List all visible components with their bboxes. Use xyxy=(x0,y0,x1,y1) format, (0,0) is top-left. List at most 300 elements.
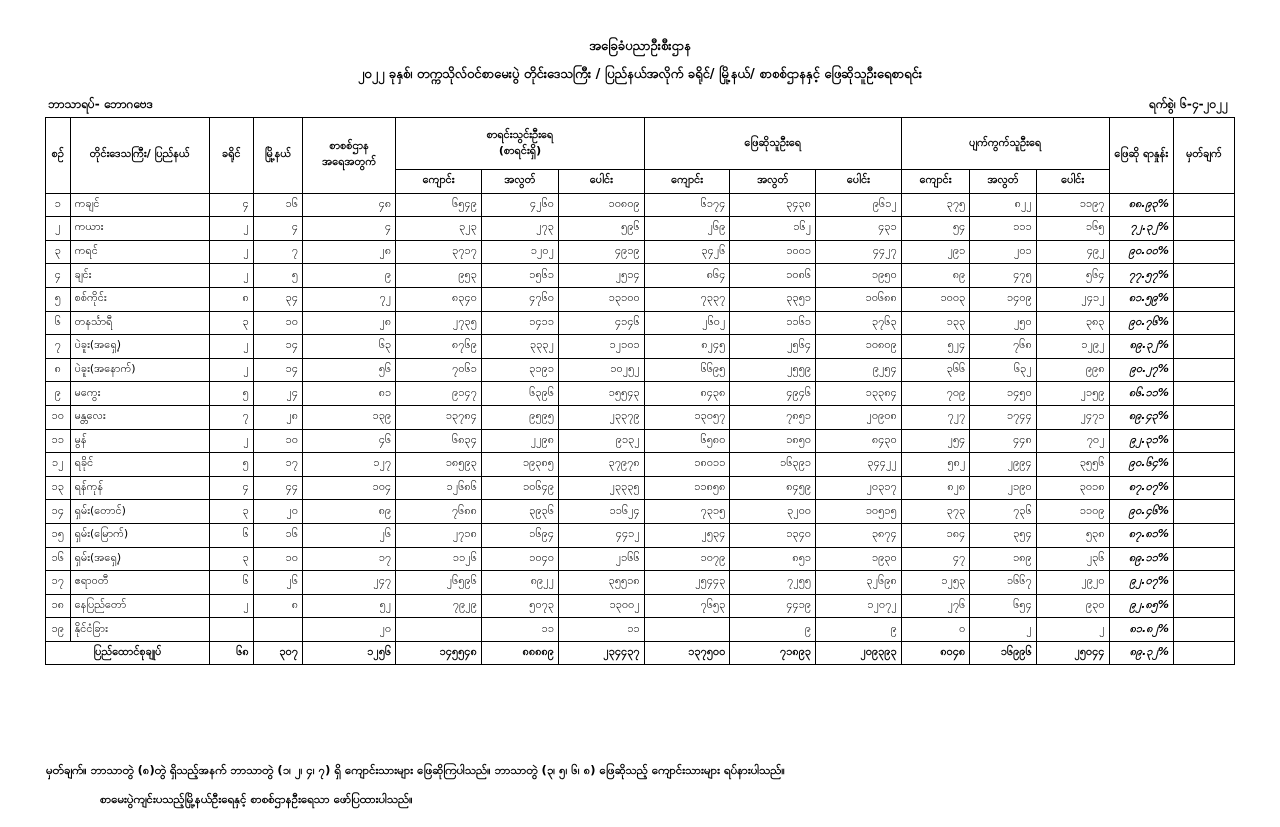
row-sat-male: ၂၆၀၂ xyxy=(644,311,730,335)
row-sat-male: ၂၅၃၄ xyxy=(644,523,730,547)
row-sat-male xyxy=(644,618,730,642)
total-enrolled-female: ၈၈၈၈၉ xyxy=(481,641,558,665)
row-enrolled-male: ၁၂၆၈၆ xyxy=(396,476,482,500)
row-enrolled-male: ၆၈၃၄ xyxy=(396,429,482,453)
row-remark xyxy=(1173,571,1234,595)
row-district xyxy=(209,618,253,642)
row-absent-female: ၂၁၉၀ xyxy=(970,476,1036,500)
row-enrolled-male: ၃၇၁၇ xyxy=(396,240,482,264)
col-remark-header: မှတ်ချက် xyxy=(1173,118,1234,194)
row-enrolled-total: ၁၃၀၀၂ xyxy=(559,594,645,618)
row-enrolled-male xyxy=(396,618,482,642)
note-line-2: စာမေးပွဲကျင်းပသည့်မြို့နယ်ဦးရေနှင့် စာစစ်ဌာနဦးရေသာ ဖော်ပြထားပါသည်။ xyxy=(100,792,413,806)
row-enrolled-female: ၁၉၃၈၅ xyxy=(481,453,558,477)
row-centers: ၈၉ xyxy=(303,500,396,524)
row-absent-male: ၅၂၄ xyxy=(901,335,970,359)
total-sat-total: ၂၀၉၃၉၃ xyxy=(816,641,902,665)
row-region: ဧရာဝတီ xyxy=(70,571,209,595)
row-district: ၃ xyxy=(209,500,253,524)
row-absent-total: ၂၄၇၁ xyxy=(1036,405,1109,429)
row-sat-female: ၃၃၅၁ xyxy=(730,287,816,311)
row-sat-female: ၈၅၁ xyxy=(730,547,816,571)
row-no: ၈ xyxy=(46,358,71,382)
row-enrolled-total: ၉၁၃၂ xyxy=(559,429,645,453)
col-rate-header: ဖြေဆို ရာနှုန်း xyxy=(1109,118,1173,194)
row-township: ၇ xyxy=(253,240,302,264)
row-rate: ၈၉.၄၃% xyxy=(1109,405,1173,429)
row-centers: ၁၃၉ xyxy=(303,405,396,429)
row-rate: ၈၁.၈၂% xyxy=(1109,618,1173,642)
row-rate: ၉၀.၇၆% xyxy=(1109,311,1173,335)
row-enrolled-male: ၈၇၆၉ xyxy=(396,335,482,359)
total-sat-female: ၇၁၈၉၃ xyxy=(730,641,816,665)
row-enrolled-male: ၇၆၈၈ xyxy=(396,500,482,524)
row-absent-male: ၁၈၄ xyxy=(901,523,970,547)
row-rate: ၉၂.၈၅% xyxy=(1109,594,1173,618)
row-enrolled-female: ၄၇၆၀ xyxy=(481,287,558,311)
row-absent-total: ၂၄၁၂ xyxy=(1036,287,1109,311)
row-rate: ၈၈.၉၃% xyxy=(1109,193,1173,217)
row-remark xyxy=(1173,476,1234,500)
row-absent-female: ၄၇၅ xyxy=(970,264,1036,288)
row-township: ၁၀ xyxy=(253,429,302,453)
row-sat-female: ၁၁၆၁ xyxy=(730,311,816,335)
row-remark xyxy=(1173,429,1234,453)
row-enrolled-male: ၂၆၅၉၆ xyxy=(396,571,482,595)
row-enrolled-male: ၈၃၄၀ xyxy=(396,287,482,311)
row-centers: ၇၂ xyxy=(303,287,396,311)
row-enrolled-total: ၁၀၈၀၉ xyxy=(559,193,645,217)
row-absent-total: ၂ xyxy=(1036,618,1109,642)
row-sat-male: ၁၃၀၅၇ xyxy=(644,405,730,429)
row-enrolled-total: ၂၃၃၃၅ xyxy=(559,476,645,500)
row-absent-male: ၀ xyxy=(901,618,970,642)
row-region: ရခိုင် xyxy=(70,453,209,477)
col-absent-header: ပျက်ကွက်သူဦးရေ xyxy=(901,118,1109,170)
row-sat-total: ၁၀၆၈၈ xyxy=(816,287,902,311)
row-remark xyxy=(1173,264,1234,288)
row-enrolled-male: ၂၇၁၈ xyxy=(396,523,482,547)
row-enrolled-female: ၂၂၉၈ xyxy=(481,429,558,453)
row-district: ၅ xyxy=(209,382,253,406)
row-township: ၁၀ xyxy=(253,311,302,335)
row-district: ၃ xyxy=(209,547,253,571)
row-rate: ၉၀.၂၇% xyxy=(1109,358,1173,382)
row-sat-male: ၈၄၃၈ xyxy=(644,382,730,406)
row-enrolled-female: ၅၀၇၃ xyxy=(481,594,558,618)
row-sat-total: ၁၉၅၀ xyxy=(816,264,902,288)
row-remark xyxy=(1173,311,1234,335)
row-sat-total: ၄၃၁ xyxy=(816,217,902,241)
row-enrolled-female: ၃၉၃၆ xyxy=(481,500,558,524)
row-absent-male: ၈၉ xyxy=(901,264,970,288)
row-sat-total: ၂၀၉၀၈ xyxy=(816,405,902,429)
row-centers: ၂၈ xyxy=(303,311,396,335)
total-remark xyxy=(1173,641,1234,665)
row-sat-female: ၂၅၅၉ xyxy=(730,358,816,382)
row-township: ၄ xyxy=(253,217,302,241)
table-row xyxy=(46,571,1235,595)
row-sat-female: ၇၈၅၁ xyxy=(730,405,816,429)
row-remark xyxy=(1173,287,1234,311)
table-row xyxy=(46,193,1235,217)
row-rate: ၉၂.၀၇% xyxy=(1109,571,1173,595)
row-district: ၂ xyxy=(209,240,253,264)
row-no: ၂ xyxy=(46,217,71,241)
total-township: ၃၀၇ xyxy=(253,641,302,665)
row-enrolled-total: ၄၄၁၂ xyxy=(559,523,645,547)
row-absent-female: ၈၂၂ xyxy=(970,193,1036,217)
row-district: ၄ xyxy=(209,476,253,500)
row-no: ၆ xyxy=(46,311,71,335)
row-absent-total: ၁၁၉၇ xyxy=(1036,193,1109,217)
table-row xyxy=(46,476,1235,500)
row-sat-male: ၁၈၀၁၁ xyxy=(644,453,730,477)
row-remark xyxy=(1173,523,1234,547)
row-absent-female: ၄၄၈ xyxy=(970,429,1036,453)
row-enrolled-male: ၁၁၂၆ xyxy=(396,547,482,571)
row-rate: ၈၇.၀၇% xyxy=(1109,476,1173,500)
row-absent-total: ၅၆၄ xyxy=(1036,264,1109,288)
row-sat-total: ၃၂၆၉၈ xyxy=(816,571,902,595)
row-no: ၄ xyxy=(46,264,71,288)
total-row xyxy=(46,641,1235,665)
row-sat-female: ၁၀၈၆ xyxy=(730,264,816,288)
row-absent-total: ၃၀၁၈ xyxy=(1036,476,1109,500)
row-enrolled-total: ၂၃၃၇၉ xyxy=(559,405,645,429)
row-region: မန္တလေး xyxy=(70,405,209,429)
row-absent-total: ၇၀၂ xyxy=(1036,429,1109,453)
sub-male: ကျောင်း xyxy=(644,170,730,194)
row-no: ၁၅ xyxy=(46,523,71,547)
row-township: ၁၀ xyxy=(253,547,302,571)
row-absent-male: ၅၄ xyxy=(901,217,970,241)
row-sat-total: ၃၈၇၄ xyxy=(816,523,902,547)
row-no: ၁၉ xyxy=(46,618,71,642)
row-absent-female: ၁၆၆၇ xyxy=(970,571,1036,595)
row-enrolled-female: ၁၁ xyxy=(481,618,558,642)
sub-total: ပေါင်း xyxy=(816,170,902,194)
total-absent-female: ၁၆၉၉၆ xyxy=(970,641,1036,665)
row-enrolled-male: ၁၃၇၈၄ xyxy=(396,405,482,429)
row-rate: ၈၇.၈၁% xyxy=(1109,523,1173,547)
row-sat-male: ၆၆၉၅ xyxy=(644,358,730,382)
table-row xyxy=(46,618,1235,642)
row-sat-total: ၁၀၈၀၉ xyxy=(816,335,902,359)
row-sat-male: ၆၁၇၄ xyxy=(644,193,730,217)
row-region: ပဲခူး(အနောက်) xyxy=(70,358,209,382)
row-centers: ၄၈ xyxy=(303,193,396,217)
row-region: စစ်ကိုင်း xyxy=(70,287,209,311)
row-absent-female: ၁၁၁ xyxy=(970,217,1036,241)
row-region: တနင်္သာရီ xyxy=(70,311,209,335)
row-rate: ၈၆.၁၁% xyxy=(1109,382,1173,406)
row-sat-male: ၂၆၉ xyxy=(644,217,730,241)
row-rate: ၉၂.၃၁% xyxy=(1109,429,1173,453)
row-enrolled-total: ၂၅၁၄ xyxy=(559,264,645,288)
row-sat-male: ၇၃၁၅ xyxy=(644,500,730,524)
total-centers: ၁၂၅၆ xyxy=(303,641,396,665)
row-absent-male: ၂၉၁ xyxy=(901,240,970,264)
row-centers: ၄ xyxy=(303,217,396,241)
row-sat-female: ၃၄၃၈ xyxy=(730,193,816,217)
table-row xyxy=(46,405,1235,429)
row-enrolled-female: ၁၀၄၀ xyxy=(481,547,558,571)
row-centers: ၁၇ xyxy=(303,547,396,571)
row-no: ၁၀ xyxy=(46,405,71,429)
row-enrolled-female: ၁၅၆၁ xyxy=(481,264,558,288)
row-absent-female: ၃၅၄ xyxy=(970,523,1036,547)
col-enrolled-header xyxy=(396,118,645,170)
row-absent-total: ၂၉၂၀ xyxy=(1036,571,1109,595)
row-sat-female: ၂၅၆၄ xyxy=(730,335,816,359)
row-no: ၇ xyxy=(46,335,71,359)
row-region: ရန်ကုန် xyxy=(70,476,209,500)
row-remark xyxy=(1173,335,1234,359)
department-title: အခြေခံပညာဦးစီးဌာန xyxy=(589,39,691,54)
row-sat-female: ၁၃၄၀ xyxy=(730,523,816,547)
row-enrolled-male: ၆၅၄၉ xyxy=(396,193,482,217)
row-absent-female: ၁၈၉ xyxy=(970,547,1036,571)
row-sat-male: ၁၁၈၅၈ xyxy=(644,476,730,500)
row-sat-female: ၁၆၃၉၁ xyxy=(730,453,816,477)
row-absent-male: ၁၂၅၃ xyxy=(901,571,970,595)
row-absent-female: ၁၄၅၀ xyxy=(970,382,1036,406)
row-township: ၁၄ xyxy=(253,335,302,359)
row-centers: ၂၀ xyxy=(303,618,396,642)
row-district: ၆ xyxy=(209,523,253,547)
row-district: ၅ xyxy=(209,453,253,477)
row-district: ၂ xyxy=(209,358,253,382)
row-township: ၂၈ xyxy=(253,405,302,429)
row-township: ၁၆ xyxy=(253,193,302,217)
row-region: မွန် xyxy=(70,429,209,453)
row-absent-female: ၂၅၀ xyxy=(970,311,1036,335)
table-row xyxy=(46,453,1235,477)
row-centers: ၂၄၇ xyxy=(303,571,396,595)
row-absent-male: ၇၀၉ xyxy=(901,382,970,406)
table-row xyxy=(46,594,1235,618)
row-enrolled-female: ၄၂၆၀ xyxy=(481,193,558,217)
row-absent-male: ၃၇၃ xyxy=(901,500,970,524)
row-sat-female: ၁၆၂ xyxy=(730,217,816,241)
row-enrolled-female: ၉၅၉၅ xyxy=(481,405,558,429)
row-remark xyxy=(1173,594,1234,618)
row-district: ၃ xyxy=(209,311,253,335)
row-absent-male: ၃၆၆ xyxy=(901,358,970,382)
sub-male: ကျောင်း xyxy=(396,170,482,194)
row-enrolled-male: ၁၈၅၉၃ xyxy=(396,453,482,477)
row-enrolled-total: ၁၁၆၂၄ xyxy=(559,500,645,524)
row-remark xyxy=(1173,358,1234,382)
row-enrolled-female: ၁၄၁၁ xyxy=(481,311,558,335)
row-absent-female: ၁၄၀၉ xyxy=(970,287,1036,311)
row-enrolled-total: ၁၃၁၀၀ xyxy=(559,287,645,311)
row-centers: ၅၆ xyxy=(303,358,396,382)
row-sat-total: ၄၄၂၇ xyxy=(816,240,902,264)
row-absent-male: ၁၃၃ xyxy=(901,311,970,335)
total-sat-male: ၁၃၇၅၀၀ xyxy=(644,641,730,665)
enrolled-subtitle: (စာရင်းရှိ) xyxy=(498,143,542,157)
row-enrolled-total: ၃၅၅၁၈ xyxy=(559,571,645,595)
row-district: ၄ xyxy=(209,193,253,217)
row-absent-total: ၉၉၈ xyxy=(1036,358,1109,382)
row-enrolled-total: ၁၁ xyxy=(559,618,645,642)
row-sat-male: ၁၀၇၉ xyxy=(644,547,730,571)
row-township: ၂၆ xyxy=(253,571,302,595)
row-absent-total: ၅၃၈ xyxy=(1036,523,1109,547)
row-remark xyxy=(1173,217,1234,241)
total-enrolled-total: ၂၃၄၄၃၇ xyxy=(559,641,645,665)
row-absent-male: ၂၅၄ xyxy=(901,429,970,453)
row-no: ၁၁ xyxy=(46,429,71,453)
row-absent-total: ၃၈၃ xyxy=(1036,311,1109,335)
row-district: ၆ xyxy=(209,571,253,595)
row-sat-male: ၈၂၄၅ xyxy=(644,335,730,359)
row-no: ၁၆ xyxy=(46,547,71,571)
row-region: ပဲခူး(အရှေ့) xyxy=(70,335,209,359)
col-township-header: မြို့နယ် xyxy=(253,118,302,194)
row-absent-female: ၇၆၈ xyxy=(970,335,1036,359)
row-enrolled-female: ၃၁၉၁ xyxy=(481,358,558,382)
row-district: ၂ xyxy=(209,264,253,288)
table-row xyxy=(46,500,1235,524)
row-sat-total: ၈၄၃၀ xyxy=(816,429,902,453)
row-sat-total: ၃၄၄၂၂ xyxy=(816,453,902,477)
row-absent-male: ၃၇၅ xyxy=(901,193,970,217)
row-centers: ၄၆ xyxy=(303,429,396,453)
row-no: ၃ xyxy=(46,240,71,264)
row-sat-female: ၉ xyxy=(730,618,816,642)
row-sat-female: ၇၂၅၅ xyxy=(730,571,816,595)
col-region-header: တိုင်းဒေသကြီး/ ပြည်နယ် xyxy=(70,118,209,194)
row-rate: ၉၀.၆၄% xyxy=(1109,453,1173,477)
row-district: ၂ xyxy=(209,335,253,359)
row-township: ၅ xyxy=(253,264,302,288)
row-absent-female: ၂ xyxy=(970,618,1036,642)
row-absent-female: ၂၀၁ xyxy=(970,240,1036,264)
row-no: ၁ xyxy=(46,193,71,217)
row-region: ကယား xyxy=(70,217,209,241)
row-remark xyxy=(1173,382,1234,406)
row-sat-male: ၇၆၅၃ xyxy=(644,594,730,618)
row-absent-total: ၁၁၀၉ xyxy=(1036,500,1109,524)
table-row xyxy=(46,240,1235,264)
note-line-1: မှတ်ချက်။ ဘာသာတွဲ (၈)တွဲ ရှိသည့်အနက် ဘာသာတွဲ (၁၊ ၂၊ ၄၊ ၇) ရှိ ကျောင်းသားများ ဖြေဆိုကြပါသည်။ ဘာသာတွဲ (၃၊ ၅၊ ၆၊ ၈) ဖြေဆိုသည့် ကျောင်းသားများ ရပ်နားပါသည်။ xyxy=(46,763,786,777)
row-absent-total: ၃၅၅၆ xyxy=(1036,453,1109,477)
row-absent-female: ၇၃၆ xyxy=(970,500,1036,524)
row-remark xyxy=(1173,193,1234,217)
row-absent-male: ၅၈၂ xyxy=(901,453,970,477)
total-absent-male: ၈၀၄၈ xyxy=(901,641,970,665)
row-township: ၂၀ xyxy=(253,500,302,524)
row-rate: ၉၀.၄၆% xyxy=(1109,500,1173,524)
row-enrolled-total: ၄၁၄၆ xyxy=(559,311,645,335)
table-row xyxy=(46,429,1235,453)
row-enrolled-female: ၃၃၃၂ xyxy=(481,335,558,359)
row-district: ၈ xyxy=(209,287,253,311)
col-no-header: စဉ် xyxy=(46,118,71,194)
table-row xyxy=(46,311,1235,335)
row-enrolled-female: ၁၆၉၄ xyxy=(481,523,558,547)
row-rate: ၈၁.၅၉% xyxy=(1109,287,1173,311)
sub-male: ကျောင်း xyxy=(901,170,970,194)
row-absent-female: ၁၇၄၄ xyxy=(970,405,1036,429)
row-region: ချင်း xyxy=(70,264,209,288)
sub-female: အလွတ် xyxy=(970,170,1036,194)
row-township xyxy=(253,618,302,642)
table-row xyxy=(46,358,1235,382)
row-district: ၇ xyxy=(209,405,253,429)
row-region: နေပြည်တော် xyxy=(70,594,209,618)
sub-female: အလွတ် xyxy=(730,170,816,194)
row-sat-total: ၂၀၃၁၇ xyxy=(816,476,902,500)
row-centers: ၉ xyxy=(303,264,396,288)
sub-total: ပေါင်း xyxy=(1036,170,1109,194)
row-remark xyxy=(1173,240,1234,264)
row-sat-total: ၁၂၀၇၂ xyxy=(816,594,902,618)
row-absent-total: ၂၃၆ xyxy=(1036,547,1109,571)
row-township: ၃၄ xyxy=(253,287,302,311)
row-sat-male: ၂၅၄၄၃ xyxy=(644,571,730,595)
row-district: ၂ xyxy=(209,217,253,241)
row-township: ၁၇ xyxy=(253,453,302,477)
date-label: ရက်စွဲ၊ ၆-၄-၂၀၂၂ xyxy=(1148,97,1228,111)
row-enrolled-female: ၁၂၀၂ xyxy=(481,240,558,264)
row-sat-total: ၁၉၃၀ xyxy=(816,547,902,571)
row-township: ၈ xyxy=(253,594,302,618)
col-centers-header: စာစစ်ဌာန အရေအတွက် xyxy=(303,118,396,194)
row-sat-total: ၉၂၅၄ xyxy=(816,358,902,382)
row-no: ၅ xyxy=(46,287,71,311)
row-sat-total: ၁၃၃၈၄ xyxy=(816,382,902,406)
row-sat-male: ၈၆၄ xyxy=(644,264,730,288)
row-township: ၁၄ xyxy=(253,358,302,382)
total-rate: ၈၉.၃၂% xyxy=(1109,641,1173,665)
row-sat-female: ၁၈၅၀ xyxy=(730,429,816,453)
row-sat-male: ၆၅၈၀ xyxy=(644,429,730,453)
sub-female: အလွတ် xyxy=(481,170,558,194)
row-sat-female: ၈၄၅၉ xyxy=(730,476,816,500)
results-table xyxy=(45,117,1235,665)
row-rate: ၇၇.၅၇% xyxy=(1109,264,1173,288)
row-centers: ၈၁ xyxy=(303,382,396,406)
row-centers: ၁၀၄ xyxy=(303,476,396,500)
row-enrolled-male: ၂၇၃၅ xyxy=(396,311,482,335)
row-absent-male: ၁၀၀၃ xyxy=(901,287,970,311)
row-enrolled-total: ၁၀၂၅၂ xyxy=(559,358,645,382)
row-enrolled-female: ၂၇၃ xyxy=(481,217,558,241)
row-enrolled-total: ၂၁၆၆ xyxy=(559,547,645,571)
row-absent-female: ၂၉၉၄ xyxy=(970,453,1036,477)
row-rate: ၈၉.၁၁% xyxy=(1109,547,1173,571)
row-absent-total: ၁၆၅ xyxy=(1036,217,1109,241)
row-no: ၁၇ xyxy=(46,571,71,595)
row-absent-total: ၁၂၉၂ xyxy=(1036,335,1109,359)
row-remark xyxy=(1173,500,1234,524)
row-sat-total: ၁၀၅၁၅ xyxy=(816,500,902,524)
total-absent-total: ၂၅၀၄၄ xyxy=(1036,641,1109,665)
row-sat-male: ၃၄၂၆ xyxy=(644,240,730,264)
row-no: ၁၈ xyxy=(46,594,71,618)
row-region: ကချင် xyxy=(70,193,209,217)
subject-label: ဘာသာရပ်- ဘောဂဗေဒ xyxy=(48,97,153,111)
row-enrolled-female: ၈၉၂၂ xyxy=(481,571,558,595)
row-absent-female: ၆၅၄ xyxy=(970,594,1036,618)
row-rate: ၇၂.၃၂% xyxy=(1109,217,1173,241)
row-region: ရှမ်း(တောင်) xyxy=(70,500,209,524)
row-absent-male: ၂၇၆ xyxy=(901,594,970,618)
